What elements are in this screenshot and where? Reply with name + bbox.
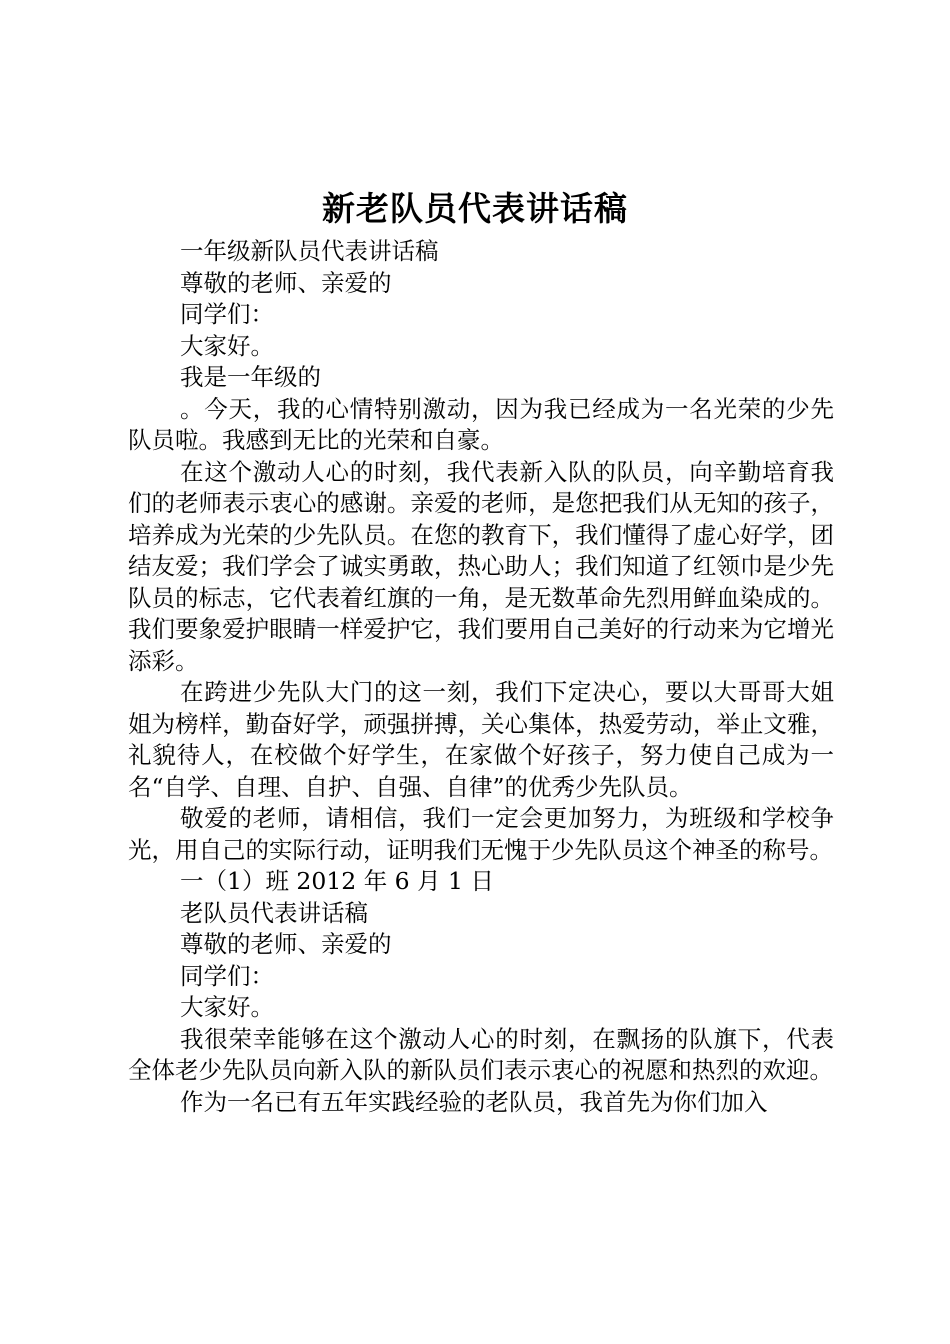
paragraph: 同学们：	[180, 961, 274, 990]
paragraph: 在这个激动人心的时刻，我代表新入队的队员，向辛勤培育我们的老师表示衷心的感谢。亲爱的老师，是您把我们从无知的孩子，培养成为光荣的少先队员。在您的教育下，我们懂得了虚心好学，团结友爱；我们学会了诚实勇敢，热心助人；我们知道了红领巾是少先队员的标志，它代表着红旗的一角，是无数革命先烈用鲜血染成的。我们要象爱护眼睛一样爱护它，我们要用自己美好的行动来为它增光添彩。	[128, 457, 834, 675]
paragraph: 同学们：	[180, 300, 274, 328]
paragraph: 我是一年级的	[180, 363, 321, 391]
section-heading: 老队员代表讲话稿	[180, 898, 368, 927]
date-line: 一（1）班 2012 年 6 月 1 日	[180, 867, 494, 895]
paragraph: 尊敬的老师、亲爱的	[180, 930, 392, 958]
paragraph: 大家好。	[180, 993, 274, 1021]
paragraph: 一年级新队员代表讲话稿	[180, 237, 439, 265]
paragraph: 大家好。	[180, 331, 274, 360]
paragraph: 尊敬的老师、亲爱的	[180, 268, 392, 297]
paragraph: 我很荣幸能够在这个激动人心的时刻，在飘扬的队旗下，代表全体老少先队员向新入队的新队员们表示衷心的祝愿和热烈的欢迎。	[128, 1024, 834, 1084]
paragraph: 。今天，我的心情特别激动，因为我已经成为一名光荣的少先队员啦。我感到无比的光荣和自豪。	[128, 394, 834, 454]
paragraph: 作为一名已有五年实践经验的老队员，我首先为你们加入	[180, 1087, 768, 1116]
document-body	[128, 236, 834, 1118]
paragraph: 敬爱的老师，请相信，我们一定会更加努力，为班级和学校争光，用自己的实际行动，证明我们无愧于少先队员这个神圣的称号。	[128, 804, 834, 864]
paragraph: 在跨进少先队大门的这一刻，我们下定决心，要以大哥哥大姐姐为榜样，勤奋好学，顽强拼搏，关心集体，热爱劳动，举止文雅，礼貌待人，在校做个好学生，在家做个好孩子，努力使自己成为一名“自学、自理、自护、自强、自律”的优秀少先队员。	[128, 678, 834, 801]
document-title: 新老队员代表讲话稿	[322, 189, 628, 228]
